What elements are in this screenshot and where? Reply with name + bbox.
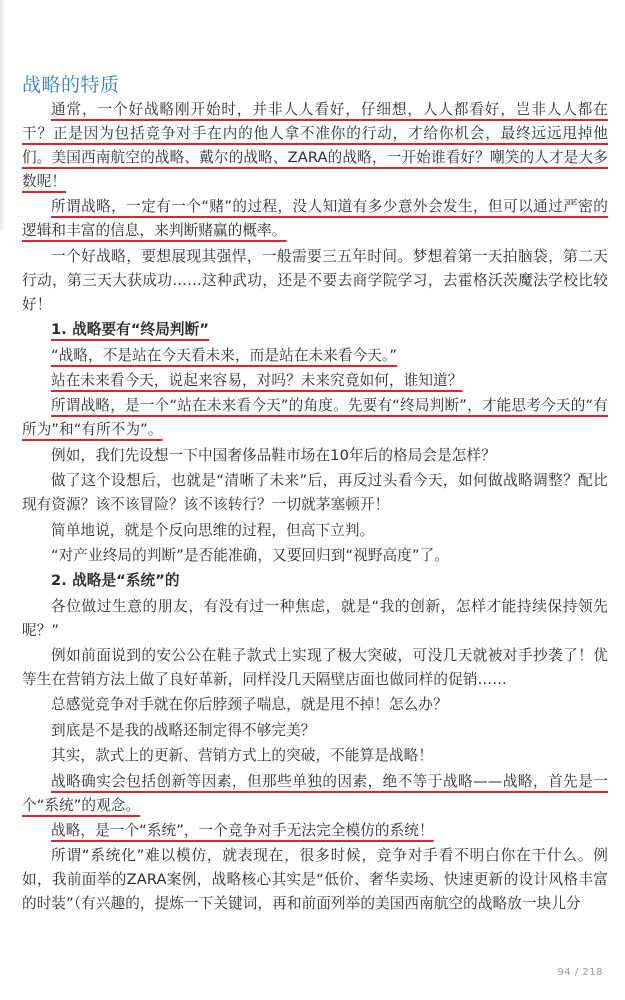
page-indicator: 94 / 218 <box>557 967 603 978</box>
paragraph-5: 站在未来看今天，说起来容易，对吗？未来究竟如何，谁知道？ <box>51 371 463 389</box>
paragraph-14: 到底是不是我的战略还制定得不够完美？ <box>51 721 316 739</box>
paragraph-18: 所谓“系统化”难以模仿，就表现在，很多时候，竞争对手看不明白你在干什么。例如，我前面举的ZARA案例，战略核心其实是“低价、奢华卖场、快速更新的设计风格丰富的时装”（有兴趣的，提炼一下关键词，再和前面列举的美国西南航空的战略放一块儿分 <box>22 847 608 913</box>
paragraph-10: “对产业终局的判断”是否能准确，又要回归到“视野高度”了。 <box>51 546 449 564</box>
heading-1: 1. 战略要有“终局判断” <box>51 321 210 339</box>
paragraph-4: “战略，不是站在今天看未来，而是站在未来看今天。” <box>51 346 397 364</box>
paragraph-8: 做了这个设想后，也就是“清晰了未来”后，再反过头看今天，如何做战略调整？配比现有资源？该不该冒险？该不该转行？一切就茅塞顿开！ <box>22 472 608 514</box>
paragraph-6: 所谓战略，是一个“站在未来看今天”的角度。先要有“终局判断”，才能思考今天的“有所为”和“有所不为”。 <box>22 397 608 439</box>
paragraph-2: 所谓战略，一定有一个“赌”的过程，没人知道有多少意外会发生，但可以通过严密的逻辑和丰富的信息，来判断赌赢的概率。 <box>22 198 608 240</box>
paragraph-13: 总感觉竞争对手就在你后脖颈子喘息，就是甩不掉！怎么办？ <box>51 696 448 714</box>
document-body <box>22 98 608 918</box>
section-title: 战略的特质 <box>22 74 120 96</box>
paragraph-16: 战略确实会包括创新等因素，但那些单独的因素，绝不等于战略——战略，首先是一个“系统”的观念。 <box>22 772 608 814</box>
paragraph-1: 通常，一个好战略刚开始时，并非人人看好，仔细想，人人都看好，岂非人人都在干？正是因为包括竞争对手在内的他人拿不准你的行动，才给你机会，最终远远甩掉他们。美国西南航空的战略、戴尔的战略、ZARA的战略，一开始谁看好？嘲笑的人才是大多数呢！ <box>22 101 608 190</box>
page-edge-shadow <box>0 0 6 230</box>
paragraph-15: 其实，款式上的更新、营销方式上的突破，不能算是战略！ <box>51 747 434 765</box>
paragraph-17: 战略，是一个“系统”，一个竞争对手无法完全模仿的系统！ <box>51 822 434 840</box>
paragraph-3: 一个好战略，要想展现其强悍，一般需要三五年时间。梦想着第一天拍脑袋，第二天行动，第三天大获成功……这种武功，还是不要去商学院学习，去霍格沃茨魔法学校比较好！ <box>22 247 608 313</box>
paragraph-12: 例如前面说到的安公公在鞋子款式上实现了极大突破，可没几天就被对手抄袭了！优等生在营销方法上做了良好革新，同样没几天隔壁店面也做同样的促销…… <box>22 647 608 689</box>
paragraph-11: 各位做过生意的朋友，有没有过一种焦虑，就是“我的创新，怎样才能持续保持领先呢？” <box>22 597 608 639</box>
heading-2: 2. 战略是“系统”的 <box>51 572 180 590</box>
paragraph-9: 简单地说，就是个反向思维的过程，但高下立判。 <box>51 521 375 539</box>
paragraph-7: 例如，我们先设想一下中国奢侈品鞋市场在10年后的格局会是怎样？ <box>51 446 496 464</box>
